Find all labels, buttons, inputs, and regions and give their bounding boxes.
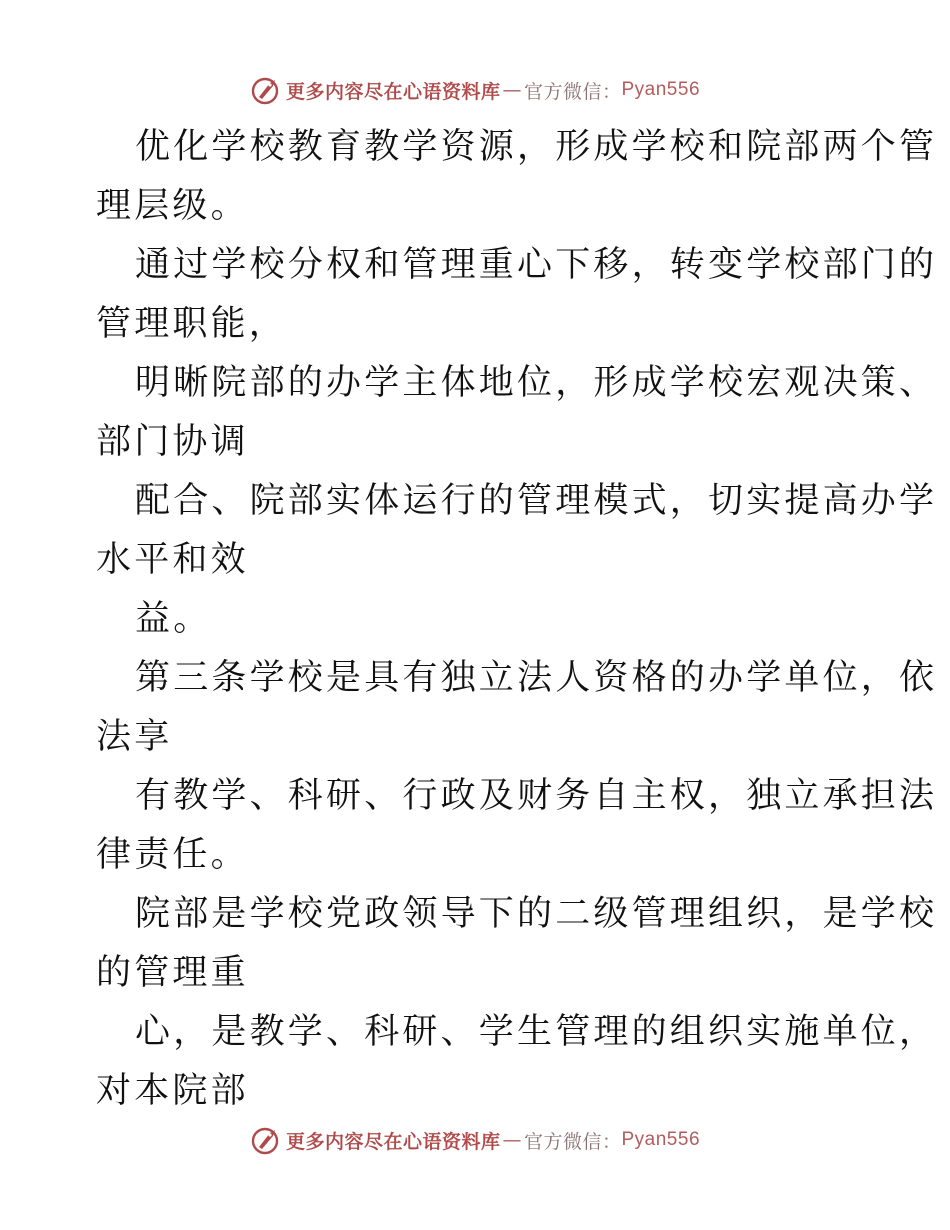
- body-line-16: 心，是教学、科研、学生管理的组织实施单位，: [135, 1012, 938, 1052]
- body-line-11: 法享: [96, 717, 173, 757]
- watermark-id: Pyan556: [621, 1129, 701, 1150]
- body-line-13: 律责任。: [96, 835, 249, 875]
- body-line-4: 管理职能，: [96, 304, 288, 344]
- body-line-8: 水平和效: [96, 540, 249, 580]
- footer-watermark: [0, 1120, 950, 1160]
- watermark-id: Pyan556: [621, 79, 701, 100]
- pen-nib-circle-icon: [250, 74, 282, 106]
- body-line-1: 优化学校教育教学资源，形成学校和院部两个管: [135, 127, 938, 167]
- body-line-6: 部门协调: [96, 422, 249, 462]
- watermark-text: 更多内容尽在心语资料库: [285, 1130, 501, 1153]
- body-line-14: 院部是学校党政领导下的二级管理组织，是学校: [135, 894, 938, 934]
- body-line-12: 有教学、科研、行政及财务自主权，独立承担法: [135, 776, 938, 816]
- document-body: [96, 118, 938, 1121]
- body-line-3: 通过学校分权和管理重心下移，转变学校部门的: [135, 245, 938, 285]
- body-line-5: 明晰院部的办学主体地位，形成学校宏观决策、: [135, 363, 938, 403]
- body-line-15: 的管理重: [96, 953, 249, 993]
- body-line-7: 配合、院部实体运行的管理模式，切实提高办学: [135, 481, 938, 521]
- watermark-dash: —: [502, 79, 522, 101]
- watermark-text: 更多内容尽在心语资料库: [285, 80, 501, 103]
- watermark-label: 官方微信：: [523, 1130, 622, 1153]
- watermark-dash: —: [502, 1129, 522, 1151]
- body-line-9: 益。: [135, 599, 212, 639]
- header-watermark: [0, 70, 950, 110]
- body-line-17: 对本院部: [96, 1071, 249, 1111]
- body-line-10: 第三条学校是具有独立法人资格的办学单位，依: [135, 658, 938, 698]
- pen-nib-circle-icon: [250, 1124, 282, 1156]
- body-line-2: 理层级。: [96, 186, 249, 226]
- watermark-label: 官方微信：: [523, 80, 622, 103]
